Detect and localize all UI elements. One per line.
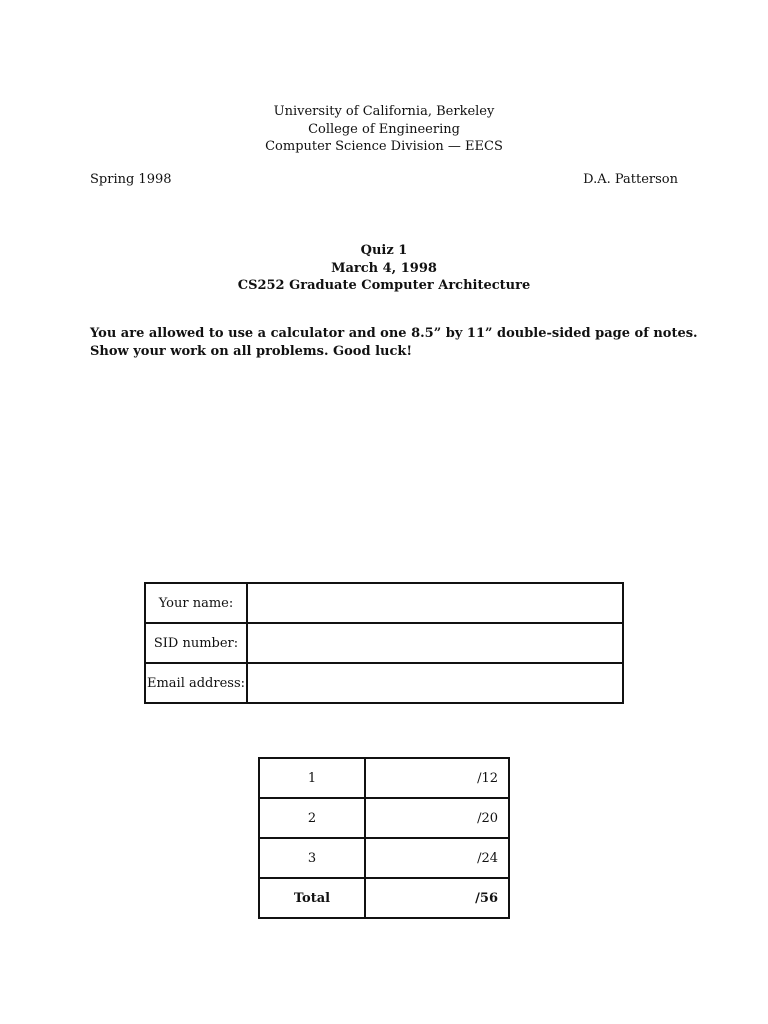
quiz-date: March 4, 1998 [331,260,437,276]
name-label: Your name: [145,583,247,623]
instructions-line-1: You are allowed to use a calculator and one 8.5” by 11” double-sided page of notes. [90,326,698,341]
table-row [145,623,623,663]
score-table [258,757,510,919]
instructor-name: D.A. Patterson [583,172,678,187]
total-points: /56 [365,878,509,918]
division-name: Computer Science Division — EECS [265,139,503,154]
problem-points: /24 [365,838,509,878]
table-row [145,663,623,703]
student-info-table [144,582,624,704]
institution-header [0,103,768,156]
instructions [90,325,698,361]
quiz-title: Quiz 1 [360,243,408,258]
table-row [145,583,623,623]
instructions-line-2: Show your work on all problems. Good luck! [90,344,413,359]
problem-points: /20 [365,798,509,838]
table-row [259,838,509,878]
email-field[interactable] [247,663,623,703]
college-name: College of Engineering [308,121,460,137]
quiz-title-block [0,242,768,295]
university-name: University of California, Berkeley [273,104,495,119]
sid-field[interactable] [247,623,623,663]
sid-label: SID number: [145,623,247,663]
problem-number: 2 [259,798,365,838]
problem-points: /12 [365,758,509,798]
term-label: Spring 1998 [90,172,172,187]
problem-number: 1 [259,758,365,798]
total-label: Total [259,878,365,918]
course-title: CS252 Graduate Computer Architecture [237,278,531,293]
meta-row [90,172,678,187]
problem-number: 3 [259,838,365,878]
name-field[interactable] [247,583,623,623]
table-row [259,798,509,838]
table-row [259,758,509,798]
table-row [259,878,509,918]
email-label: Email address: [145,663,247,703]
